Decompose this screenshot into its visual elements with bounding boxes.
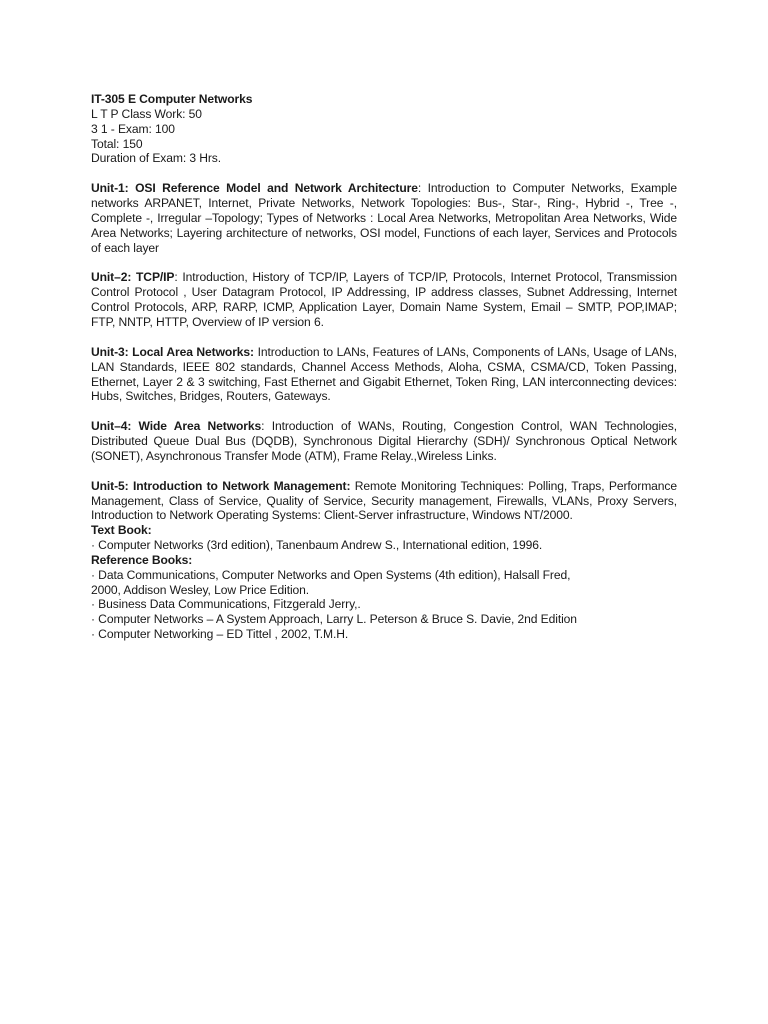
unit-3-paragraph — [91, 345, 677, 404]
unit-5-text: Remote Monitoring Techniques: Polling, Traps, Performance Management, Class of Service, Quality of Service, Security management, Firewalls, VLANs, Proxy Servers, Introduction to Network Operating Systems: Client-Server infrastructure, Windows NT/2000. — [91, 478, 677, 523]
reference-books-section — [91, 553, 677, 642]
unit-5-paragraph — [91, 479, 677, 524]
reference-book-item: · Computer Networking – ED Tittel , 2002, T.M.H. — [91, 627, 349, 642]
unit-1-text: Introduction to Computer Networks, Example networks ARPANET, Internet, Private Networks, Network Topologies: Bus-, Star-, Ring-, Hybrid -, Tree -, Complete -, Irregular –Topology; Types of Networks : Local Area Networks, Metropolitan Area Networks, Wide Area Networks; Layering architecture of networks, OSI model, Functions of each layer, Services and Protocols of each layer — [91, 181, 677, 255]
unit-3-heading: Unit-3: Local Area Networks: — [91, 344, 254, 359]
spacer — [91, 166, 677, 181]
unit-1-paragraph — [91, 181, 677, 255]
unit-2-paragraph — [91, 270, 677, 329]
spacer — [91, 464, 677, 479]
reference-book-item: · Business Data Communications, Fitzgerald Jerry,. — [91, 597, 361, 612]
unit-2-text: Introduction, History of TCP/IP, Layers of TCP/IP, Protocols, Internet Protocol, Transmission Control Protocol , User Datagram Protocol, IP Addressing, IP address classes, Subnet Addressing, Internet Control Protocols, ARP, RARP, ICMP, Application Layer, Domain Name System, Email – SMTP, POP,IMAP; FTP, NNTP, HTTP, Overview of IP version 6. — [91, 270, 677, 329]
unit-4-sep: : — [261, 419, 272, 434]
reference-book-item: · Computer Networks – A System Approach, Larry L. Peterson & Bruce S. Davie, 2nd Edition — [91, 612, 577, 627]
unit-1-sep: : — [417, 181, 428, 196]
unit-1-heading: Unit-1: OSI Reference Model and Network Architecture — [91, 181, 418, 196]
reference-book-item: 2000, Addison Wesley, Low Price Edition. — [91, 582, 310, 597]
unit-4-text: Introduction of WANs, Routing, Congestion Control, WAN Technologies, Distributed Queue Dual Bus (DQDB), Synchronous Digital Hierarchy (SDH)/ Synchronous Optical Network (SONET), Asynchronous Transfer Mode (ATM), Frame Relay.,Wireless Links. — [91, 419, 677, 463]
text-book-heading: Text Book: — [91, 523, 152, 538]
syllabus-page — [91, 92, 677, 642]
unit-4-heading: Unit–4: Wide Area Networks — [91, 419, 262, 434]
spacer — [91, 330, 677, 345]
unit-3-text: Introduction to LANs, Features of LANs, Components of LANs, Usage of LANs, LAN Standards, IEEE 802 standards, Channel Access Methods, Aloha, CSMA, CSMA/CD, Token Passing, Ethernet, Layer 2 & 3 switching, Fast Ethernet and Gigabit Ethernet, Token Ring, LAN interconnecting devices: Hubs, Switches, Bridges, Routers, Gateways. — [91, 344, 677, 404]
course-title: IT-305 E Computer Networks — [91, 92, 253, 106]
unit-4-paragraph — [91, 419, 677, 464]
reference-books-heading: Reference Books: — [91, 552, 193, 567]
unit-2-heading: Unit–2: TCP/IP — [91, 270, 175, 285]
text-book-item: · Computer Networks (3rd edition), Tanenbaum Andrew S., International edition, 1996. — [91, 538, 543, 553]
course-header — [91, 92, 677, 166]
ltp-classwork: L T P Class Work: 50 — [91, 106, 202, 121]
reference-book-item: · Data Communications, Computer Networks and Open Systems (4th edition), Halsall Fred, — [91, 567, 571, 582]
text-book-section — [91, 523, 677, 553]
exam-duration: Duration of Exam: 3 Hrs. — [91, 151, 222, 166]
unit-2-sep: : — [174, 270, 183, 285]
unit-5-heading: Unit-5: Introduction to Network Management: — [91, 478, 351, 493]
spacer — [91, 255, 677, 270]
spacer — [91, 404, 677, 419]
total-marks: Total: 150 — [91, 136, 143, 151]
exam-marks: 3 1 - Exam: 100 — [91, 121, 175, 136]
